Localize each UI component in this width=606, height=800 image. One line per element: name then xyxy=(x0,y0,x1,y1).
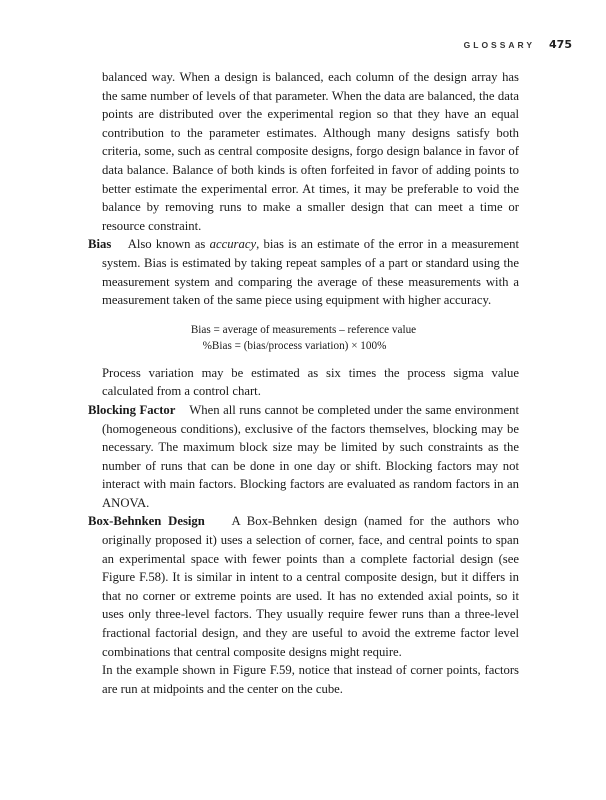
box-behnken-followup: In the example shown in Figure F.59, notice that instead of corner points, factors are run at midpoints and the center on the cube. xyxy=(102,663,519,696)
term-box-behnken: Box-Behnken Design xyxy=(88,514,205,529)
section-label: GLOSSARY xyxy=(463,40,536,50)
glossary-entry-blocking-factor xyxy=(88,401,519,513)
blocking-factor-definition: When all runs cannot be completed under the same environment (homogeneous conditions), exclusive of the factors themselves, blocking may be necessary. The maximum block size may be limited by such constraints as the number of runs that can be done in one day or shift. Blocking factors may not interact with main factors. Blocking factors are evaluated as random factors in an ANOVA. xyxy=(102,402,519,510)
continuation-paragraph: balanced way. When a design is balanced, each column of the design array has the same number of levels of that parameter. When the data are balanced, the data points are distributed over the experimental region so that they have an equal contribution to the parameter estimates. Although many designs satisfy both criteria, some, such as central composite designs, forgo design balance in favor of data balance. Balance of both kinds is often forfeited in favor of adding points to better estimate the experimental error. At times, it may be preferable to void the balance by removing runs to make a smaller design that can meet a time or resource constraint. xyxy=(102,70,519,233)
page-number: 475 xyxy=(549,38,572,51)
term-blocking-factor: Blocking Factor xyxy=(88,402,176,417)
formula-bias: Bias = average of measurements – reference value xyxy=(190,323,417,336)
running-head xyxy=(464,38,572,51)
glossary-entry-bias xyxy=(88,235,519,309)
bias-text-before: Also known as xyxy=(127,237,210,252)
bias-text-after: , bias is an estimate of the error in a measurement system. Bias is estimated by taking repeat samples of a part or standard using the measurement system and comparing the average of these measurements with a measurement taken of the same piece using equipment with higher accuracy. xyxy=(102,237,520,308)
formula-percent-bias: %Bias = (bias/process variation) × 100% xyxy=(202,339,387,352)
box-behnken-definition: A Box-Behnken design (named for the authors who originally proposed it) uses a selection of corner, face, and central points to span an experimental space with fewer points than a complete factorial design (see Figure F.58). It is similar in intent to a central composite design, but it differs in that no corner or extreme points are used. It has no extended axial points, so it uses only three-level factors. They usually require fewer runs than a three-level fractional factorial design, and they are useful to avoid the extreme factor level combinations that central composite designs might require. xyxy=(102,514,519,659)
term-bias: Bias xyxy=(88,237,112,252)
glossary-body xyxy=(88,68,519,698)
bias-formulas xyxy=(88,322,519,354)
bias-emphasis: accuracy xyxy=(209,237,257,252)
bias-followup: Process variation may be estimated as six times the process sigma value calculated from a control chart. xyxy=(102,365,519,399)
glossary-entry-box-behnken xyxy=(88,512,519,661)
